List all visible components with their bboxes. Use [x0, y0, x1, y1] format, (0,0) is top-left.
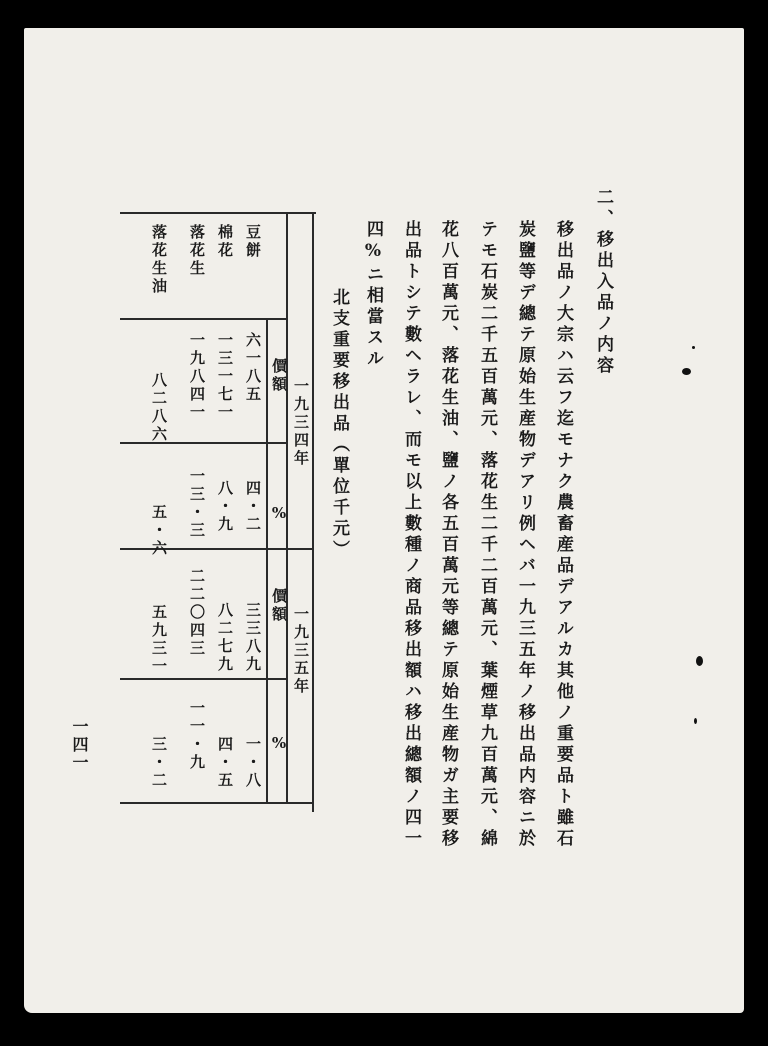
scan-speck [694, 718, 697, 724]
row-value-1935: 二二〇四三 [188, 568, 206, 658]
table-title: 北支重要移出品（單位千元） [329, 288, 349, 561]
value-header-1934: 價額 [270, 358, 288, 394]
body-line-4: 花八百萬元、落花生油、鹽ノ各五百萬元等總テ原始生産物ガ主要移 [438, 220, 458, 850]
row-value-1934: 六一八五 [244, 332, 262, 404]
row-pct-1934: 八・九 [216, 480, 234, 534]
year-header-1935: 一九三五年 [292, 606, 310, 696]
year-header-1934: 一九三四年 [292, 378, 310, 468]
row-value-1935: 五九三一 [150, 604, 168, 676]
row-pct-1934: 一三・三 [188, 468, 206, 540]
row-item: 落花生 [188, 224, 206, 278]
row-value-1934: 一三一七一 [216, 332, 234, 422]
row-pct-1935: 一・八 [244, 736, 262, 790]
section-heading: 二、移出入品ノ内容 [593, 188, 613, 377]
row-pct-1934: 四・二 [244, 480, 262, 534]
body-line-6: 四%ニ相當スル [363, 220, 383, 370]
body-line-1: 移出品ノ大宗ハ云フ迄モナク農畜産品デアルカ其他ノ重要品ト雖石 [553, 220, 573, 850]
row-value-1935: 八二七九 [216, 602, 234, 674]
document-page [24, 28, 744, 1013]
row-item: 落花生油 [150, 224, 168, 296]
scan-speck [692, 346, 695, 349]
row-pct-1935: 一一・九 [188, 700, 206, 772]
page-number: 一四一 [70, 718, 89, 772]
row-pct-1934: 五・六 [150, 504, 168, 558]
row-value-1935: 三三八九 [244, 602, 262, 674]
row-pct-1935: 四・五 [216, 736, 234, 790]
row-item: 棉花 [216, 224, 234, 260]
body-line-3: テモ石炭二千五百萬元、落花生二千二百萬元、葉煙草九百萬元、綿 [477, 220, 497, 850]
body-line-2: 炭鹽等デ總テ原始生産物デアリ例ヘバ一九三五年ノ移出品内容ニ於 [515, 220, 535, 850]
row-item: 豆餅 [244, 224, 262, 260]
pct-header-1934: % [270, 504, 288, 525]
row-value-1934: 八二八六 [150, 372, 168, 444]
scan-speck [682, 368, 691, 375]
row-value-1934: 一九八四一 [188, 332, 206, 422]
scan-speck [696, 656, 703, 666]
row-pct-1935: 三・二 [150, 736, 168, 790]
value-header-1935: 價額 [270, 588, 288, 624]
pct-header-1935: % [270, 734, 288, 755]
body-line-5: 出品トシテ數ヘラレ、而モ以上數種ノ商品移出額ハ移出總額ノ四一 [401, 220, 421, 850]
